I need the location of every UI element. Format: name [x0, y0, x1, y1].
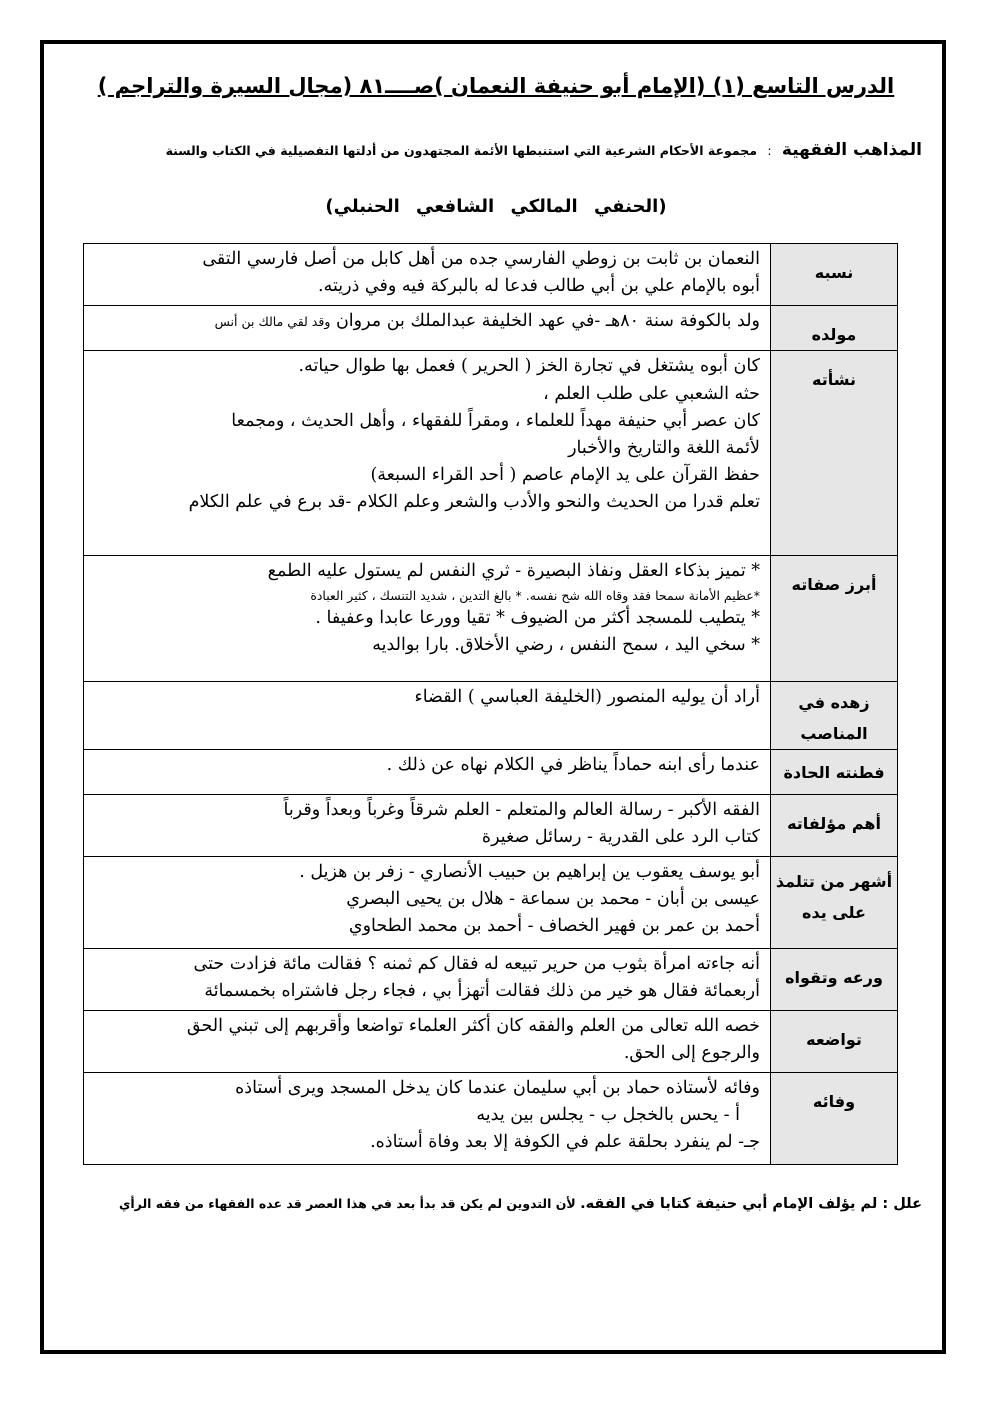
content-line: عندما رأى ابنه حماداً يناظر في الكلام نهاه عن ذلك .: [386, 755, 760, 776]
row-content-piety: [84, 949, 771, 1011]
content-line: أبوه بالإمام علي بن أبي طالب فدعا له بالبركة فيه وفي ذريته.: [318, 276, 760, 297]
content-line: ولد بالكوفة سنة ٨٠هـ -في عهد الخليفة عبدالملك بن مروان: [335, 311, 760, 331]
row-content-birth: [84, 306, 771, 351]
content-line: أبو يوسف يعقوب ين إبراهيم بن حبيب الأنصاري - زفر بن هزيل .: [299, 862, 760, 883]
row-label-asceticism: زهده في المناصب: [771, 682, 898, 750]
table-row: [84, 306, 898, 351]
content-line: أ - يحس بالخجل ب - يجلس بين يديه: [476, 1105, 740, 1126]
row-content-asceticism: [84, 682, 771, 750]
madhahib-text: مجموعة الأحكام الشرعية التي استنبطها الأئمة المجتهدون من أدلتها التفصيلية في الكتاب والسنة: [165, 143, 757, 158]
schools-list: (الحنفي المالكي الشافعي الحنبلي): [325, 196, 667, 217]
row-label-lineage: نسبه: [771, 244, 898, 306]
content-line: أنه جاءته امرأة بثوب من حرير تبيعه له فقال كم ثمنه ؟ فقالت مائة فزادت حتى: [193, 954, 760, 975]
row-content-students: [84, 857, 771, 949]
content-line: كتاب الرد على القدرية - رسائل صغيرة: [481, 827, 760, 848]
biography-table: [83, 243, 898, 1165]
content-line: خصه الله تعالى من العلم والفقه كان أكثر العلماء تواضعا وأقربهم إلى تبني الحق: [186, 1016, 760, 1037]
content-line: عيسى بن أبان - محمد بن سماعة - هلال بن يحيى البصري: [346, 889, 760, 910]
madhahib-separator: :: [767, 143, 772, 158]
content-line: أربعمائة فقال هو خير من ذلك فقالت أتهزأ بي ، فجاء رجل فاشتراه بخمسمائة: [204, 981, 760, 1002]
content-line: تعلم قدرا من الحديث والنحو والأدب والشعر وعلم الكلام -قد برع في علم الكلام: [188, 492, 760, 513]
content-line: * يتطيب للمسجد أكثر من الضيوف * تقيا وورعا عابدا وعفيفا .: [315, 607, 760, 628]
madhahib-label: المذاهب الفقهية: [781, 140, 922, 160]
table-row: [84, 682, 898, 750]
row-label-upbringing: نشأته: [771, 351, 898, 556]
content-line: الفقه الأكبر - رسالة العالم والمتعلم - العلم شرقاً وغرباً وبعداً وقرباً: [283, 800, 760, 821]
row-label-intelligence: فطنته الحادة: [771, 750, 898, 795]
content-note: وقد لقي مالك بن أنس: [214, 314, 331, 329]
table-row: [84, 351, 898, 556]
content-line: لأئمة اللغة والتاريخ والأخبار: [568, 437, 760, 458]
row-label-piety: ورعه وتقواه: [771, 949, 898, 1011]
table-row: [84, 1073, 898, 1165]
row-label-students: أشهر من تتلمذ على يده: [771, 857, 898, 949]
row-content-humility: [84, 1011, 771, 1073]
row-label-birth: مولده: [771, 306, 898, 351]
content-line: النعمان بن ثابت بن زوطي الفارسي جده من أهل كابل من أصل فارسي التقى: [202, 249, 760, 269]
content-line: حثه الشعبي على طلب العلم ،: [543, 383, 760, 404]
table-row: [84, 949, 898, 1011]
row-label-traits: أبرز صفاته: [771, 556, 898, 682]
row-label-works: أهم مؤلفاته: [771, 795, 898, 857]
content-line: كان أبوه يشتغل في تجارة الخز ( الحرير ) فعمل بها طوال حياته.: [298, 356, 760, 377]
table-row: [84, 795, 898, 857]
content-line: والرجوع إلى الحق.: [623, 1043, 760, 1064]
row-content-lineage: [84, 244, 771, 306]
answer-text: لأن التدوين لم يكن قد بدأ بعد في هذا العصر قد عده الفقهاء من فقه الرأي: [118, 1196, 576, 1211]
row-label-loyalty: وفائه: [771, 1073, 898, 1165]
content-line: * سخي اليد ، سمح النفس ، رضي الأخلاق. بارا بوالديه: [372, 635, 760, 656]
madhahib-definition: [60, 140, 922, 160]
row-content-traits: [84, 556, 771, 682]
question-text: علل : لم يؤلف الإمام أبي حنيفة كتابا في الفقه.: [580, 1196, 922, 1212]
content-line: أراد أن يوليه المنصور (الخليفة العباسي ) القضاء: [414, 687, 760, 708]
row-content-loyalty: [84, 1073, 771, 1165]
table-row: [84, 857, 898, 949]
table-row: [84, 1011, 898, 1073]
row-content-upbringing: [84, 351, 771, 556]
footer-question: [100, 1196, 922, 1212]
content-line: حفظ القرآن على يد الإمام عاصم ( أحد القراء السبعة): [370, 464, 760, 485]
content-line: * تميز بذكاء العقل ونفاذ البصيرة - ثري النفس لم يستول عليه الطمع: [267, 561, 760, 582]
table-row: [84, 244, 898, 306]
row-content-works: [84, 795, 771, 857]
content-line: *عظيم الأمانة سمحا فقد وقاه الله شح نفسه. * بالغ التدين ، شديد التنسك ، كثير العبادة: [310, 587, 760, 603]
lesson-title: الدرس التاسع (١) (الإمام أبو حنيفة النعمان )صــــ٨١ (مجال السيرة والتراجم ): [97, 74, 895, 98]
content-line: أحمد بن عمر بن فهير الخصاف - أحمد بن محمد الطحاوي: [348, 916, 760, 937]
table-row: [84, 556, 898, 682]
content-line: كان عصر أبي حنيفة مهداً للعلماء ، ومقراً للفقهاء ، وأهل الحديث ، ومجمعا: [231, 410, 760, 431]
row-content-intelligence: [84, 750, 771, 795]
row-label-humility: تواضعه: [771, 1011, 898, 1073]
content-line: وفائه لأستاذه حماد بن أبي سليمان عندما كان يدخل المسجد ويرى أستاذه: [235, 1078, 760, 1099]
content-line: جـ- لم ينفرد بحلقة علم في الكوفة إلا بعد وفاة أستاذه.: [370, 1132, 760, 1153]
table-row: [84, 750, 898, 795]
